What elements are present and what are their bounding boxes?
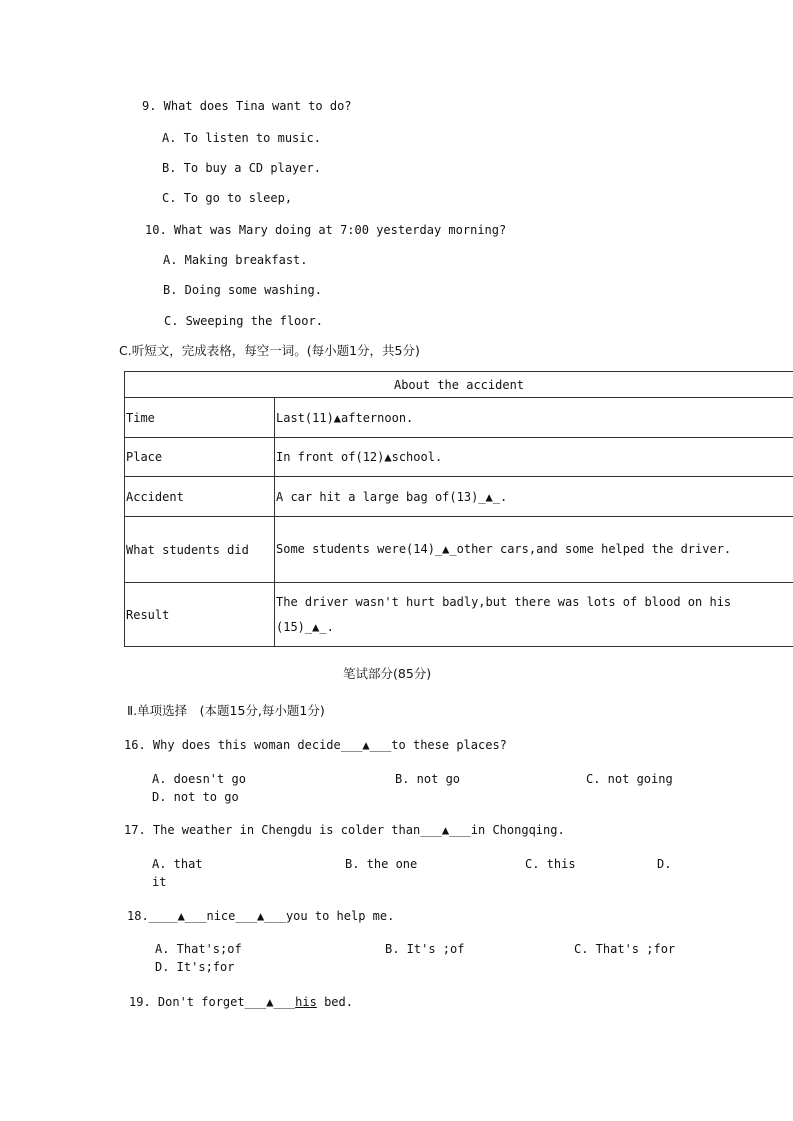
question-18-stem: 18.____▲___nice___▲___you to help me. <box>127 909 395 923</box>
question-16-stem: 16. Why does this woman decide___▲___to these places? <box>124 738 507 752</box>
row-content-result: The driver wasn't hurt badly,but there was lots of blood on his (15)_▲_. <box>275 583 793 647</box>
row-content-what-students-did: Some students were(14)_▲_other cars,and some helped the driver. <box>275 517 793 583</box>
question-17-option-a: A. that <box>152 857 203 871</box>
row-content-accident: A car hit a large bag of(13)_▲_. <box>275 477 793 517</box>
question-16-option-c: C. not going <box>586 772 673 786</box>
question-17-option-c: C. this <box>525 857 576 871</box>
table-row <box>125 398 793 438</box>
question-16-option-d: D. not to go <box>152 790 239 804</box>
question-19-stem-before: 19. Don't forget___▲___ <box>129 995 296 1009</box>
question-18-option-d: D. It's;for <box>155 960 235 974</box>
question-17-option-b: B. the one <box>345 857 418 871</box>
question-16-option-b: B. not go <box>395 772 461 786</box>
table-row <box>125 583 793 647</box>
question-9-option-a: A. To listen to music. <box>162 131 321 145</box>
row-label-time: Time <box>125 398 275 438</box>
row-label-accident: Accident <box>125 477 275 517</box>
row-label-place: Place <box>125 438 275 477</box>
question-18-option-b: B. It's ;of <box>385 942 465 956</box>
question-10-stem: 10. What was Mary doing at 7:00 yesterday morning? <box>145 223 507 237</box>
table-title: About the accident <box>125 372 793 398</box>
question-16-option-a: A. doesn't go <box>152 772 246 786</box>
table-row <box>125 517 793 583</box>
table-header-row <box>125 372 793 398</box>
accident-table <box>124 371 793 647</box>
question-18-option-c: C. That's ;for <box>574 942 676 956</box>
question-19-stem-underlined: his <box>295 995 317 1009</box>
written-part-heading: 笔试部分(85分) <box>343 666 432 681</box>
section-c-heading: C.听短文，完成表格，每空一词。(每小题1分，共5分) <box>119 343 420 358</box>
question-19-stem-after: bed. <box>316 995 353 1009</box>
row-label-result: Result <box>125 583 275 647</box>
table-row <box>125 477 793 517</box>
table-row <box>125 438 793 477</box>
question-10-option-a: A. Making breakfast. <box>163 253 308 267</box>
question-9-option-b: B. To buy a CD player. <box>162 161 321 175</box>
question-19-stem <box>129 995 353 1009</box>
question-17-stem: 17. The weather in Chengdu is colder than___▲___in Chongqing. <box>124 823 565 837</box>
question-10-option-b: B. Doing some washing. <box>163 283 322 297</box>
question-9-option-c: C. To go to sleep, <box>162 191 293 205</box>
row-label-what-students-did: What students did <box>125 517 275 583</box>
row-content-place: In front of(12)▲school. <box>275 438 793 477</box>
row-content-time: Last(11)▲afternoon. <box>275 398 793 438</box>
question-9-stem: 9. What does Tina want to do? <box>142 99 352 113</box>
question-17-option-d-letter: D. <box>657 857 672 871</box>
question-17-option-d-text: it <box>152 875 167 889</box>
question-10-option-c: C. Sweeping the floor. <box>164 314 323 328</box>
question-18-option-a: A. That's;of <box>155 942 242 956</box>
section-ii-heading: Ⅱ.单项选择 (本题15分,每小题1分) <box>127 703 325 718</box>
